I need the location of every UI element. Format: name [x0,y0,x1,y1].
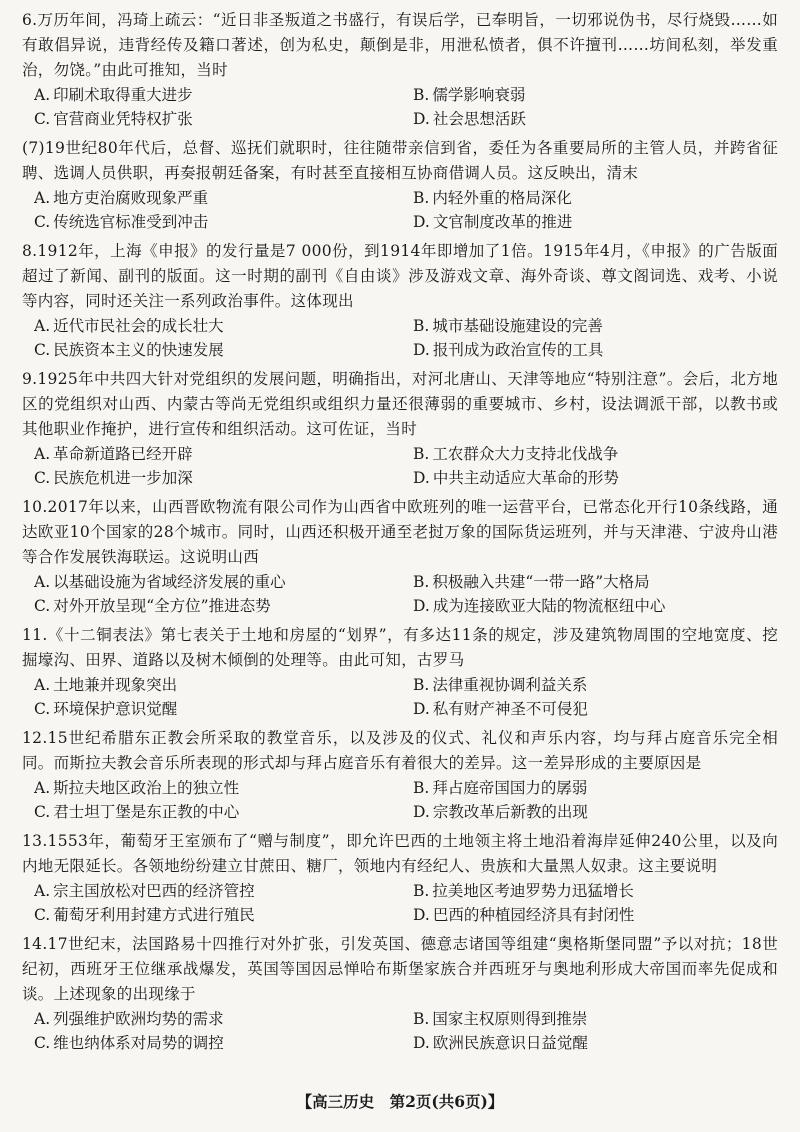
answer-option [34,800,399,824]
answer-option [413,570,778,594]
answer-option [34,210,399,234]
answer-option [34,83,399,107]
option-text: 社会思想活跃 [432,110,526,128]
option-letter: D. [413,213,430,231]
answer-option [413,314,778,338]
option-letter: C. [34,700,51,718]
option-letter: C. [34,803,51,821]
option-letter: A. [34,317,51,335]
answer-option [413,83,778,107]
answer-option [34,1007,399,1031]
option-letter: C. [34,110,51,128]
option-text: 城市基础设施建设的完善 [432,317,603,335]
option-letter: D. [413,341,430,359]
answer-option [413,107,778,131]
option-letter: B. [413,573,430,591]
option-letter: A. [34,779,51,797]
question-block [22,8,778,131]
answer-option [34,338,399,362]
option-text: 维也纳体系对局势的调控 [53,1034,224,1052]
option-letter: D. [413,803,430,821]
question-stem: (7)19世纪80年代后，总督、巡抚们就职时，往往随带亲信到省，委任为各重要局所的主管人员，并跨省征聘、选调人员供职，再奏报朝廷备案，有时甚至直接相互协商借调人员。这反映出，清末 [22,139,778,182]
answer-option [34,673,399,697]
answer-option [413,466,778,490]
option-letter: A. [34,676,51,694]
answer-option [413,442,778,466]
answer-option [34,107,399,131]
option-list [22,186,778,234]
option-list [22,442,778,490]
answer-option [34,776,399,800]
option-text: 民族资本主义的快速发展 [53,341,224,359]
answer-option [413,673,778,697]
option-letter: A. [34,573,51,591]
answer-option [34,903,399,927]
answer-option [34,697,399,721]
option-letter: C. [34,469,51,487]
option-letter: A. [34,86,51,104]
option-letter: A. [34,882,51,900]
question-stem: 12.15世纪希腊东正教会所采取的教堂音乐，以及涉及的仪式、礼仪和声乐内容，均与拜占庭音乐完全相同。而斯拉夫教会音乐所表现的形式却与拜占庭音乐有着很大的差异。这一差异形成的主要原因是 [22,729,778,772]
option-letter: C. [34,906,51,924]
option-text: 法律重视协调利益关系 [432,676,588,694]
answer-option [413,1007,778,1031]
option-text: 欧洲民族意识日益觉醒 [432,1034,588,1052]
option-list [22,570,778,618]
answer-option [34,879,399,903]
option-letter: B. [413,445,430,463]
option-text: 工农群众大力支持北伐战争 [432,445,619,463]
answer-option [413,879,778,903]
question-block [22,829,778,927]
option-letter: B. [413,882,430,900]
option-letter: D. [413,110,430,128]
option-text: 宗主国放松对巴西的经济管控 [53,882,255,900]
option-letter: B. [413,317,430,335]
option-letter: C. [34,597,51,615]
option-text: 以基础设施为省域经济发展的重心 [53,573,286,591]
option-text: 葡萄牙利用封建方式进行殖民 [53,906,255,924]
option-text: 积极融入共建“一带一路”大格局 [432,573,650,591]
option-letter: B. [413,86,430,104]
option-text: 官营商业凭特权扩张 [53,110,193,128]
option-list [22,1007,778,1055]
option-list [22,314,778,362]
option-list [22,83,778,131]
answer-option [34,1031,399,1055]
option-text: 民族危机进一步加深 [53,469,193,487]
option-letter: A. [34,1010,51,1028]
option-text: 文官制度改革的推进 [432,213,573,231]
question-block [22,932,778,1055]
answer-option [34,442,399,466]
answer-option [413,776,778,800]
answer-option [34,314,399,338]
option-letter: C. [34,1034,51,1052]
answer-option [34,186,399,210]
answer-option [413,697,778,721]
option-letter: D. [413,597,430,615]
option-text: 君士坦丁堡是东正教的中心 [53,803,240,821]
option-list [22,673,778,721]
option-letter: C. [34,341,51,359]
page-footer: 【高三历史 第2页(共6页)】 [296,1092,504,1111]
question-stem: 9.1925年中共四大针对党组织的发展问题，明确指出，对河北唐山、天津等地应“特别注意”。会后，北方地区的党组织对山西、内蒙古等尚无党组织或组织力量还很薄弱的重要城市、乡村，设法调派干部，以教书或其他职业作掩护，进行宣传和组织活动。这可佐证，当时 [22,370,778,438]
answer-option [413,186,778,210]
answer-option [413,338,778,362]
option-text: 宗教改革后新教的出现 [432,803,588,821]
option-text: 拉美地区考迪罗势力迅猛增长 [432,882,634,900]
option-text: 环境保护意识觉醒 [53,700,178,718]
option-text: 近代市民社会的成长壮大 [53,317,224,335]
option-letter: D. [413,1034,430,1052]
option-text: 列强维护欧洲均势的需求 [53,1010,224,1028]
option-text: 国家主权原则得到推崇 [432,1010,588,1028]
option-text: 巴西的种植园经济具有封闭性 [432,906,635,924]
question-block [22,623,778,721]
question-stem: 6.万历年间，冯琦上疏云：“近日非圣叛道之书盛行，有误后学，已奉明旨，一切邪说伪书，尽行烧毁……如有敢倡异说，违背经传及籍口著述，创为私史，颠倒是非，用泄私愤者，俱不许擅刊……坊间私刻，举发重治，勿饶。”由此可推知，当时 [22,11,778,79]
option-text: 斯拉夫地区政治上的独立性 [53,779,240,797]
question-block [22,726,778,824]
question-list [22,8,778,1055]
option-text: 报刊成为政治宣传的工具 [432,341,604,359]
answer-option [413,210,778,234]
answer-option [413,903,778,927]
option-text: 印刷术取得重大进步 [53,86,193,104]
question-stem: 11.《十二铜表法》第七表关于土地和房屋的“划界”，有多达11条的规定，涉及建筑物周围的空地宽度、挖掘壕沟、田界、道路以及树木倾倒的处理等。由此可知，古罗马 [22,626,778,669]
option-text: 成为连接欧亚大陆的物流枢纽中心 [432,597,666,615]
option-letter: B. [413,779,430,797]
question-block [22,367,778,490]
option-letter: D. [413,906,430,924]
option-letter: B. [413,189,430,207]
answer-option [34,466,399,490]
option-text: 地方吏治腐败现象严重 [53,189,209,207]
answer-option [413,800,778,824]
option-letter: A. [34,189,51,207]
question-stem: 8.1912年，上海《申报》的发行量是7 000份，到1914年即增加了1倍。1915年4月，《申报》的广告版面超过了新闻、副刊的版面。这一时期的副刊《自由谈》涉及游戏文章、海外奇谈、尊文阁词选、戏考、小说等内容，同时还关注一系列政治事件。这体现出 [22,242,778,310]
question-block [22,136,778,234]
option-letter: D. [413,469,430,487]
option-letter: D. [413,700,430,718]
option-text: 土地兼并现象突出 [53,676,178,694]
option-letter: C. [34,213,51,231]
option-letter: A. [34,445,51,463]
option-list [22,879,778,927]
question-stem: 10.2017年以来，山西晋欧物流有限公司作为山西省中欧班列的唯一运营平台，已常态化开行10条线路，通达欧亚10个国家的28个城市。同时，山西还积极开通至老挝万象的国际货运班列，并与天津港、宁波舟山港等合作发展铁海联运。这说明山西 [22,498,778,566]
answer-option [413,1031,778,1055]
option-letter: B. [413,676,430,694]
option-text: 私有财产神圣不可侵犯 [432,700,588,718]
option-list [22,776,778,824]
option-text: 拜占庭帝国国力的孱弱 [432,779,588,797]
question-stem: 13.1553年，葡萄牙王室颁布了“赠与制度”，即允许巴西的土地领主将土地沿着海岸延伸240公里，以及向内地无限延长。各领地纷纷建立甘蔗田、糖厂，领地内有经纪人、贵族和大量黑人奴隶。这主要说明 [22,832,778,875]
option-text: 儒学影响衰弱 [432,86,526,104]
option-text: 对外开放呈现“全方位”推进态势 [53,597,271,615]
option-text: 传统选官标准受到冲击 [53,213,209,231]
option-text: 内轻外重的格局深化 [432,189,572,207]
option-letter: B. [413,1010,430,1028]
answer-option [413,594,778,618]
question-block [22,495,778,618]
option-text: 中共主动适应大革命的形势 [432,469,619,487]
answer-option [34,594,399,618]
question-block [22,239,778,362]
option-text: 革命新道路已经开辟 [53,445,193,463]
question-stem: 14.17世纪末，法国路易十四推行对外扩张，引发英国、德意志诸国等组建“奥格斯堡同盟”予以对抗；18世纪初，西班牙王位继承战爆发，英国等国因忌惮哈布斯堡家族合并西班牙与奥地利形成大帝国而率先促成和谈。上述现象的出现缘于 [22,935,778,1003]
answer-option [34,570,399,594]
